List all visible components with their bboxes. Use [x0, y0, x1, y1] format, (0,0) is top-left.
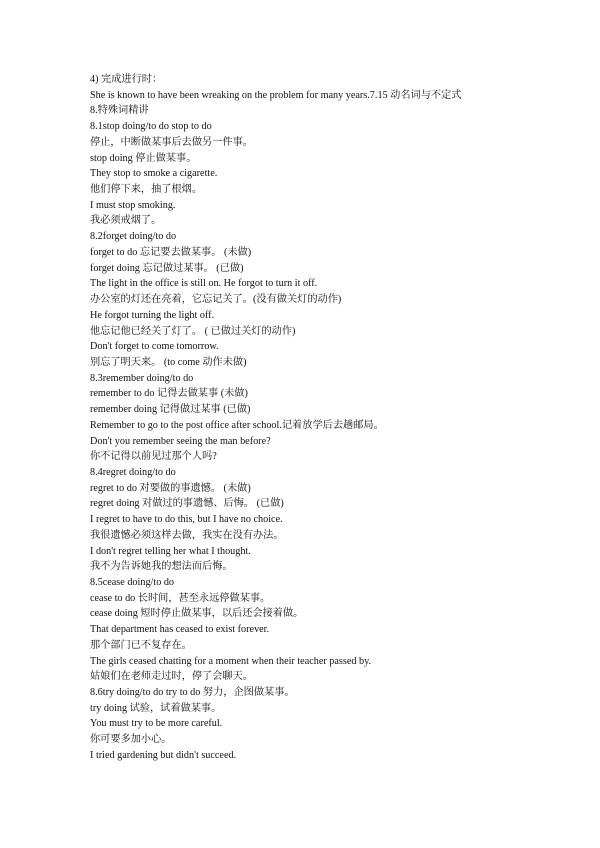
text-line: cease to do 长时间，甚至永远停做某事。 — [90, 592, 271, 604]
example-sentence: They stop to smoke a cigarette. — [90, 168, 218, 180]
example-sentence: I tried gardening but didn't succeed. — [90, 749, 237, 761]
heading-line: 4) 完成进行时： — [90, 74, 163, 85]
translation-line: 那个部门已不复存在。 — [90, 639, 192, 651]
section-heading: 8.特殊词精讲 — [90, 105, 149, 117]
subsection-heading: 8.2forget doing/to do — [90, 231, 177, 243]
translation-line: 我很遗憾必须这样去做，我实在没有办法。 — [90, 529, 284, 541]
example-sentence: Don't you remember seeing the man before? — [90, 435, 271, 447]
text-line: forget to do 忘记要去做某事。 (未做) — [90, 246, 252, 258]
text-line: forget doing 忘记做过某事。 (已做) — [90, 262, 244, 274]
text-line: remember doing 记得做过某事 (已做) — [90, 404, 251, 416]
subsection-heading: 8.4regret doing/to do — [90, 466, 176, 478]
example-sentence: I don't regret telling her what I thought. — [90, 545, 251, 557]
text-line: regret to do 对要做的事遗憾。 (未做) — [90, 482, 251, 494]
subsection-heading: 8.5cease doing/to do — [90, 577, 175, 588]
example-sentence: I must stop smoking. — [90, 199, 176, 211]
text-line: try doing 试验，试着做某事。 — [90, 702, 222, 714]
example-sentence: You must try to be more careful. — [90, 718, 223, 730]
example-sentence: The girls ceased chatting for a moment when their teacher passed by. — [90, 655, 372, 667]
translation-line: 你不记得以前见过那个人吗? — [90, 451, 217, 463]
subsection-heading: 8.6try doing/to do try to do 努力，企图做某事。 — [90, 687, 295, 699]
translation-line: 我必须戒烟了。 — [90, 215, 162, 227]
subsection-heading: 8.3remember doing/to do — [90, 372, 194, 384]
translation-line: 我不为告诉她我的想法而后悔。 — [90, 561, 233, 573]
example-sentence: I regret to have to do this, but I have no choice. — [90, 514, 283, 526]
example-sentence: The light in the office is still on. He forgot to turn it off. — [90, 278, 318, 290]
subsection-heading: 8.1stop doing/to do stop to do — [90, 121, 212, 133]
translation-line: 你可要多加小心。 — [90, 734, 172, 746]
translation-line: 办公室的灯还在亮着，它忘记关了。(没有做关灯的动作) — [90, 294, 342, 306]
example-sentence: Don't forget to come tomorrow. — [90, 341, 219, 353]
translation-line: 他们停下来，抽了根烟。 — [90, 184, 203, 196]
translation-line: 姑娘们在老师走过时，停了会聊天。 — [90, 671, 253, 683]
text-line: regret doing 对做过的事遗憾、后悔。 (已做) — [90, 498, 284, 510]
text-line: 停止，中断做某事后去做另一件事。 — [90, 136, 253, 148]
translation-line: 别忘了明天来。 (to come 动作未做) — [90, 356, 247, 368]
text-line: She is known to have been wreaking on the problem for many years.7.15 动名词与不定式 — [90, 89, 462, 101]
translation-line: 他忘记他已经关了灯了。 ( 已做过关灯的动作) — [90, 325, 296, 337]
example-sentence: Remember to go to the post office after school.记着放学后去趟邮局。 — [90, 419, 384, 431]
text-line: cease doing 短时停止做某事，以后还会接着做。 — [90, 608, 304, 620]
text-line: remember to do 记得去做某事 (未做) — [90, 388, 248, 400]
text-line: stop doing 停止做某事。 — [90, 152, 197, 164]
example-sentence: He forgot turning the light off. — [90, 309, 215, 321]
document-page — [90, 72, 560, 764]
example-sentence: That department has ceased to exist forever. — [90, 624, 270, 636]
